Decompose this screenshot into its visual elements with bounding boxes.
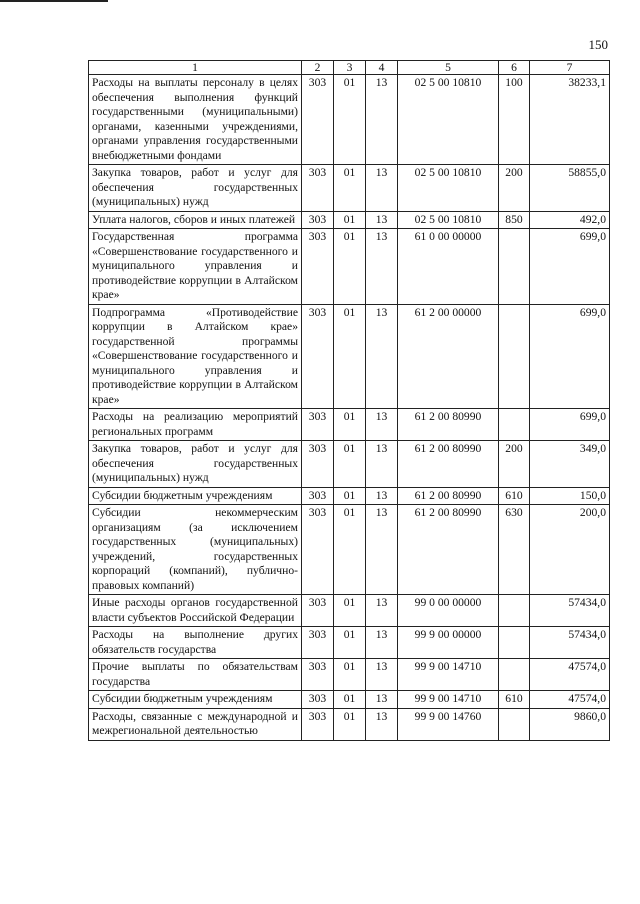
expense-type-cell: 200: [499, 165, 530, 212]
page-number: 150: [588, 37, 608, 52]
section-code-cell: 01: [334, 505, 366, 595]
table-row: [89, 304, 610, 409]
admin-code-cell: 303: [302, 659, 334, 691]
amount-cell: 699,0: [530, 304, 610, 409]
section-code-cell: 01: [334, 75, 366, 165]
table-body: [89, 75, 610, 741]
table-row: [89, 75, 610, 165]
budget-table: [88, 60, 610, 741]
table-row: [89, 691, 610, 709]
expense-type-cell: 850: [499, 211, 530, 229]
table-row: [89, 505, 610, 595]
row-name-cell: Расходы на выплаты персоналу в целях обеспечения выполнения функций государственными (муниципальными) органами, казенными учреждениями, органами управления государственными внебюджетными фондами: [89, 75, 302, 165]
expense-type-cell: [499, 409, 530, 441]
table-row: [89, 441, 610, 488]
target-item-cell: 61 2 00 80990: [398, 505, 499, 595]
table-row: [89, 229, 610, 305]
section-code-cell: 01: [334, 487, 366, 505]
admin-code-cell: 303: [302, 441, 334, 488]
column-header-6: 6: [499, 61, 530, 75]
section-code-cell: 01: [334, 708, 366, 740]
section-code-cell: 01: [334, 409, 366, 441]
row-name-cell: Прочие выплаты по обязательствам государства: [89, 659, 302, 691]
row-name-cell: Подпрограмма «Противодействие коррупции в Алтайском крае» государственной программы «Совершенствование государственного и муниципального управления и противодействие коррупции в Алтайском крае»: [89, 304, 302, 409]
subsection-code-cell: 13: [366, 409, 398, 441]
admin-code-cell: 303: [302, 487, 334, 505]
expense-type-cell: [499, 627, 530, 659]
admin-code-cell: 303: [302, 505, 334, 595]
subsection-code-cell: 13: [366, 487, 398, 505]
target-item-cell: 61 2 00 00000: [398, 304, 499, 409]
expense-type-cell: 100: [499, 75, 530, 165]
section-code-cell: 01: [334, 441, 366, 488]
subsection-code-cell: 13: [366, 659, 398, 691]
amount-cell: 200,0: [530, 505, 610, 595]
table-row: [89, 409, 610, 441]
table-row: [89, 627, 610, 659]
table-row: [89, 595, 610, 627]
subsection-code-cell: 13: [366, 595, 398, 627]
target-item-cell: 99 9 00 14710: [398, 659, 499, 691]
row-name-cell: Уплата налогов, сборов и иных платежей: [89, 211, 302, 229]
amount-cell: 492,0: [530, 211, 610, 229]
section-code-cell: 01: [334, 691, 366, 709]
admin-code-cell: 303: [302, 304, 334, 409]
amount-cell: 699,0: [530, 409, 610, 441]
table-row: [89, 487, 610, 505]
row-name-cell: Расходы на выполнение других обязательств государства: [89, 627, 302, 659]
table-row: [89, 659, 610, 691]
admin-code-cell: 303: [302, 691, 334, 709]
row-name-cell: Закупка товаров, работ и услуг для обеспечения государственных (муниципальных) нужд: [89, 165, 302, 212]
expense-type-cell: [499, 708, 530, 740]
admin-code-cell: 303: [302, 75, 334, 165]
subsection-code-cell: 13: [366, 304, 398, 409]
row-name-cell: Иные расходы органов государственной власти субъектов Российской Федерации: [89, 595, 302, 627]
table-row: [89, 708, 610, 740]
row-name-cell: Расходы на реализацию мероприятий региональных программ: [89, 409, 302, 441]
admin-code-cell: 303: [302, 627, 334, 659]
admin-code-cell: 303: [302, 165, 334, 212]
expense-type-cell: 630: [499, 505, 530, 595]
column-header-5: 5: [398, 61, 499, 75]
expense-type-cell: 610: [499, 487, 530, 505]
table-row: [89, 165, 610, 212]
amount-cell: 9860,0: [530, 708, 610, 740]
expense-type-cell: [499, 229, 530, 305]
section-code-cell: 01: [334, 304, 366, 409]
expense-type-cell: [499, 304, 530, 409]
target-item-cell: 02 5 00 10810: [398, 75, 499, 165]
section-code-cell: 01: [334, 165, 366, 212]
column-header-7: 7: [530, 61, 610, 75]
column-header-1: 1: [89, 61, 302, 75]
subsection-code-cell: 13: [366, 708, 398, 740]
table-row: [89, 211, 610, 229]
target-item-cell: 99 9 00 14760: [398, 708, 499, 740]
subsection-code-cell: 13: [366, 505, 398, 595]
amount-cell: 38233,1: [530, 75, 610, 165]
target-item-cell: 61 2 00 80990: [398, 487, 499, 505]
column-header-2: 2: [302, 61, 334, 75]
target-item-cell: 02 5 00 10810: [398, 211, 499, 229]
header-row: [89, 61, 610, 75]
section-code-cell: 01: [334, 595, 366, 627]
subsection-code-cell: 13: [366, 165, 398, 212]
target-item-cell: 99 9 00 14710: [398, 691, 499, 709]
row-name-cell: Закупка товаров, работ и услуг для обеспечения государственных (муниципальных) нужд: [89, 441, 302, 488]
admin-code-cell: 303: [302, 409, 334, 441]
column-header-3: 3: [334, 61, 366, 75]
amount-cell: 57434,0: [530, 627, 610, 659]
expense-type-cell: [499, 595, 530, 627]
section-code-cell: 01: [334, 627, 366, 659]
expense-type-cell: [499, 659, 530, 691]
section-code-cell: 01: [334, 211, 366, 229]
row-name-cell: Субсидии некоммерческим организациям (за исключением государственных (муниципальных) учреждений, государственных корпораций (компаний), публично-правовых компаний): [89, 505, 302, 595]
expense-type-cell: 610: [499, 691, 530, 709]
amount-cell: 57434,0: [530, 595, 610, 627]
target-item-cell: 61 2 00 80990: [398, 409, 499, 441]
subsection-code-cell: 13: [366, 627, 398, 659]
amount-cell: 349,0: [530, 441, 610, 488]
admin-code-cell: 303: [302, 595, 334, 627]
top-rule: [0, 0, 108, 2]
row-name-cell: Расходы, связанные с международной и межрегиональной деятельностью: [89, 708, 302, 740]
target-item-cell: 02 5 00 10810: [398, 165, 499, 212]
amount-cell: 58855,0: [530, 165, 610, 212]
target-item-cell: 99 9 00 00000: [398, 627, 499, 659]
target-item-cell: 99 0 00 00000: [398, 595, 499, 627]
section-code-cell: 01: [334, 659, 366, 691]
subsection-code-cell: 13: [366, 691, 398, 709]
row-name-cell: Государственная программа «Совершенствование государственного и муниципального управления и противодействие коррупции в Алтайском крае»: [89, 229, 302, 305]
amount-cell: 47574,0: [530, 691, 610, 709]
column-header-4: 4: [366, 61, 398, 75]
amount-cell: 47574,0: [530, 659, 610, 691]
target-item-cell: 61 0 00 00000: [398, 229, 499, 305]
admin-code-cell: 303: [302, 708, 334, 740]
expense-type-cell: 200: [499, 441, 530, 488]
amount-cell: 699,0: [530, 229, 610, 305]
subsection-code-cell: 13: [366, 75, 398, 165]
admin-code-cell: 303: [302, 211, 334, 229]
admin-code-cell: 303: [302, 229, 334, 305]
subsection-code-cell: 13: [366, 441, 398, 488]
row-name-cell: Субсидии бюджетным учреждениям: [89, 691, 302, 709]
subsection-code-cell: 13: [366, 229, 398, 305]
amount-cell: 150,0: [530, 487, 610, 505]
subsection-code-cell: 13: [366, 211, 398, 229]
section-code-cell: 01: [334, 229, 366, 305]
target-item-cell: 61 2 00 80990: [398, 441, 499, 488]
row-name-cell: Субсидии бюджетным учреждениям: [89, 487, 302, 505]
